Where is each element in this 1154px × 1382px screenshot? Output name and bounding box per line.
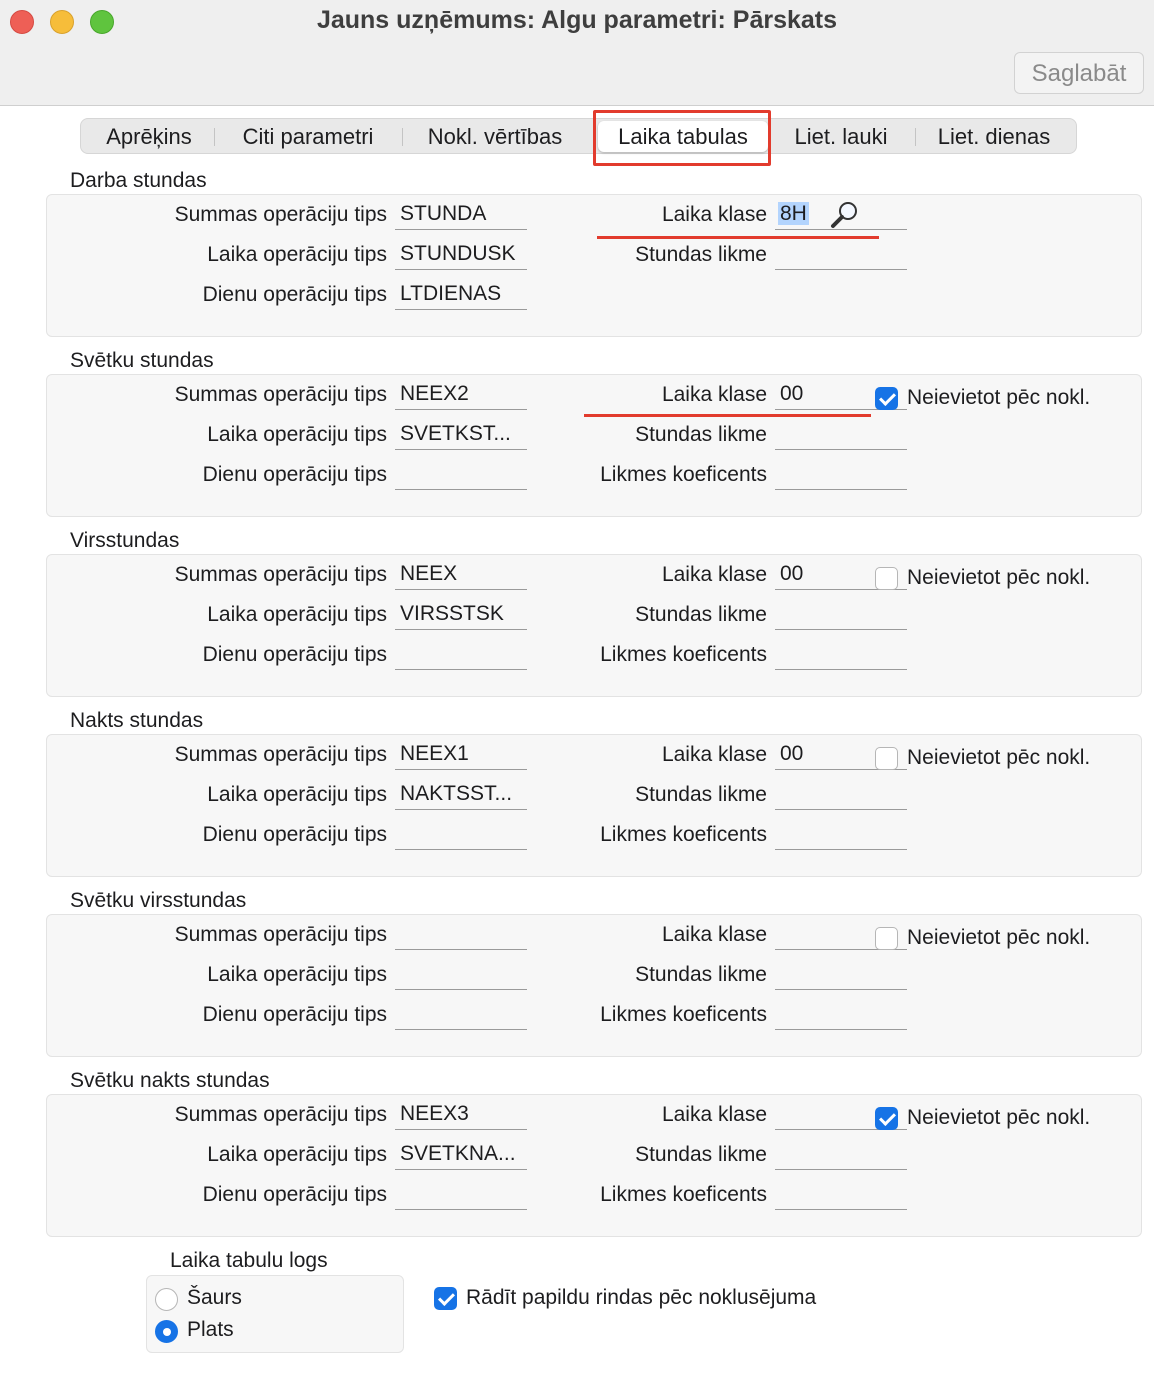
laika-klase-label: Laika klase (661, 563, 767, 586)
tab-nokl-vertibas[interactable]: Nokl. vērtības (427, 124, 563, 149)
neievietot-checkbox[interactable] (875, 927, 898, 950)
stundas-likme-field[interactable] (775, 1140, 907, 1170)
laika-op-label: Laika operāciju tips (207, 783, 387, 806)
summas-field[interactable]: NEEX3 (395, 1100, 527, 1130)
section-title-nakts-stundas: Nakts stundas (70, 709, 204, 732)
summas-label: Summas operāciju tips (174, 923, 387, 946)
dienu-label: Dienu operāciju tips (202, 1003, 387, 1026)
stundas-likme-label: Stundas likme (635, 423, 767, 446)
summas-field[interactable]: NEEX (395, 560, 527, 590)
summas-label: Summas operāciju tips (174, 383, 387, 406)
summas-label: Summas operāciju tips (174, 563, 387, 586)
annotation-underline-laika-klase (584, 414, 871, 417)
group-nakts-stundas (46, 734, 1142, 877)
summas-label: Summas operāciju tips (174, 1103, 387, 1126)
laika-klase-label: Laika klase (661, 203, 767, 226)
show-extra-rows-label: Rādīt papildu rindas pēc noklusējuma (466, 1286, 817, 1309)
laika-op-label: Laika operāciju tips (207, 963, 387, 986)
likmes-koef-label: Likmes koeficents (600, 823, 767, 846)
annotation-underline-laika-klase (597, 236, 879, 239)
active-tab-highlight-annotation (593, 110, 771, 166)
likmes-koef-field[interactable] (775, 1180, 907, 1210)
dienu-label: Dienu operāciju tips (202, 643, 387, 666)
likmes-koef-label: Likmes koeficents (600, 1003, 767, 1026)
laika-op-field[interactable]: NAKTSST... (395, 780, 527, 810)
stundas-likme-field[interactable] (775, 960, 907, 990)
laika-klase-field[interactable]: 00 (775, 740, 907, 770)
neievietot-label: Neievietot pēc nokl. (907, 386, 1091, 409)
summas-field[interactable]: NEEX2 (395, 380, 527, 410)
laika-op-label: Laika operāciju tips (207, 1143, 387, 1166)
laika-op-label: Laika operāciju tips (207, 243, 387, 266)
stundas-likme-field[interactable] (775, 240, 907, 270)
group-virsstundas (46, 554, 1142, 697)
tab-citi-parametri[interactable]: Citi parametri (242, 124, 374, 149)
section-title-virsstundas: Virsstundas (70, 529, 180, 552)
stundas-likme-label: Stundas likme (635, 963, 767, 986)
stundas-likme-field[interactable] (775, 420, 907, 450)
timesheet-window-title: Laika tabulu logs (170, 1249, 328, 1272)
stundas-likme-field[interactable] (775, 780, 907, 810)
section-title-svetku-virsstundas: Svētku virsstundas (70, 889, 247, 912)
group-svetku-virsstundas (46, 914, 1142, 1057)
radio-plats-label: Plats (187, 1318, 234, 1341)
neievietot-checkbox[interactable] (875, 747, 898, 770)
section-title-svetku-nakts-stundas: Svētku nakts stundas (70, 1069, 270, 1092)
group-svetku-nakts-stundas (46, 1094, 1142, 1237)
dienu-field[interactable]: LTDIENAS (395, 280, 527, 310)
dienu-label: Dienu operāciju tips (202, 823, 387, 846)
neievietot-checkbox[interactable] (875, 387, 898, 410)
group-svetku-stundas (46, 374, 1142, 517)
likmes-koef-field[interactable] (775, 460, 907, 490)
likmes-koef-label: Likmes koeficents (600, 1183, 767, 1206)
tab-bar (80, 118, 1077, 154)
tab-laika-tabulas[interactable]: Laika tabulas (598, 121, 768, 152)
tab-liet-lauki[interactable]: Liet. lauki (794, 124, 888, 149)
summas-field[interactable]: NEEX1 (395, 740, 527, 770)
timesheet-window-radio-group (146, 1275, 404, 1353)
group-darba-stundas (46, 194, 1142, 337)
radio-plats[interactable] (155, 1320, 178, 1343)
laika-op-field[interactable]: VIRSSTSK (395, 600, 527, 630)
summas-field[interactable]: STUNDA (395, 200, 527, 230)
stundas-likme-label: Stundas likme (635, 603, 767, 626)
summas-label: Summas operāciju tips (174, 743, 387, 766)
laika-op-field[interactable]: SVETKNA... (395, 1140, 527, 1170)
neievietot-label: Neievietot pēc nokl. (907, 1106, 1091, 1129)
tab-separator (915, 128, 916, 146)
laika-klase-label: Laika klase (661, 1103, 767, 1126)
neievietot-checkbox[interactable] (875, 567, 898, 590)
stundas-likme-label: Stundas likme (635, 783, 767, 806)
show-extra-rows-checkbox[interactable] (434, 1287, 457, 1310)
neievietot-label: Neievietot pēc nokl. (907, 566, 1091, 589)
neievietot-label: Neievietot pēc nokl. (907, 926, 1091, 949)
likmes-koef-field[interactable] (775, 820, 907, 850)
search-icon[interactable] (829, 199, 861, 231)
section-title-svetku-stundas: Svētku stundas (70, 349, 214, 372)
stundas-likme-label: Stundas likme (635, 243, 767, 266)
window-title: Jauns uzņēmums: Algu parametri: Pārskats (316, 6, 838, 34)
radio-saurs-label: Šaurs (187, 1286, 242, 1309)
dienu-label: Dienu operāciju tips (202, 1183, 387, 1206)
stundas-likme-label: Stundas likme (635, 1143, 767, 1166)
likmes-koef-label: Likmes koeficents (600, 643, 767, 666)
neievietot-label: Neievietot pēc nokl. (907, 746, 1091, 769)
laika-klase-field[interactable]: 00 (775, 560, 907, 590)
laika-op-field[interactable]: STUNDUSK (395, 240, 527, 270)
likmes-koef-label: Likmes koeficents (600, 463, 767, 486)
section-title-darba-stundas: Darba stundas (70, 169, 207, 192)
laika-op-field[interactable]: SVETKST... (395, 420, 527, 450)
dienu-label: Dienu operāciju tips (202, 463, 387, 486)
window-titlebar (0, 0, 1154, 106)
dienu-label: Dienu operāciju tips (202, 283, 387, 306)
likmes-koef-field[interactable] (775, 640, 907, 670)
summas-label: Summas operāciju tips (174, 203, 387, 226)
likmes-koef-field[interactable] (775, 1000, 907, 1030)
laika-klase-selected-value: 8H (780, 202, 807, 225)
laika-klase-label: Laika klase (661, 923, 767, 946)
laika-op-label: Laika operāciju tips (207, 423, 387, 446)
laika-klase-label: Laika klase (661, 743, 767, 766)
radio-saurs[interactable] (155, 1288, 178, 1311)
tab-liet-dienas[interactable]: Liet. dienas (937, 124, 1051, 149)
neievietot-checkbox[interactable] (875, 1107, 898, 1130)
save-button[interactable]: Saglabāt (1014, 52, 1144, 94)
laika-klase-field[interactable]: 00 (775, 380, 907, 410)
laika-klase-label: Laika klase (661, 383, 767, 406)
tab-aprekins[interactable]: Aprēķins (106, 124, 192, 149)
stundas-likme-field[interactable] (775, 600, 907, 630)
laika-op-label: Laika operāciju tips (207, 603, 387, 626)
